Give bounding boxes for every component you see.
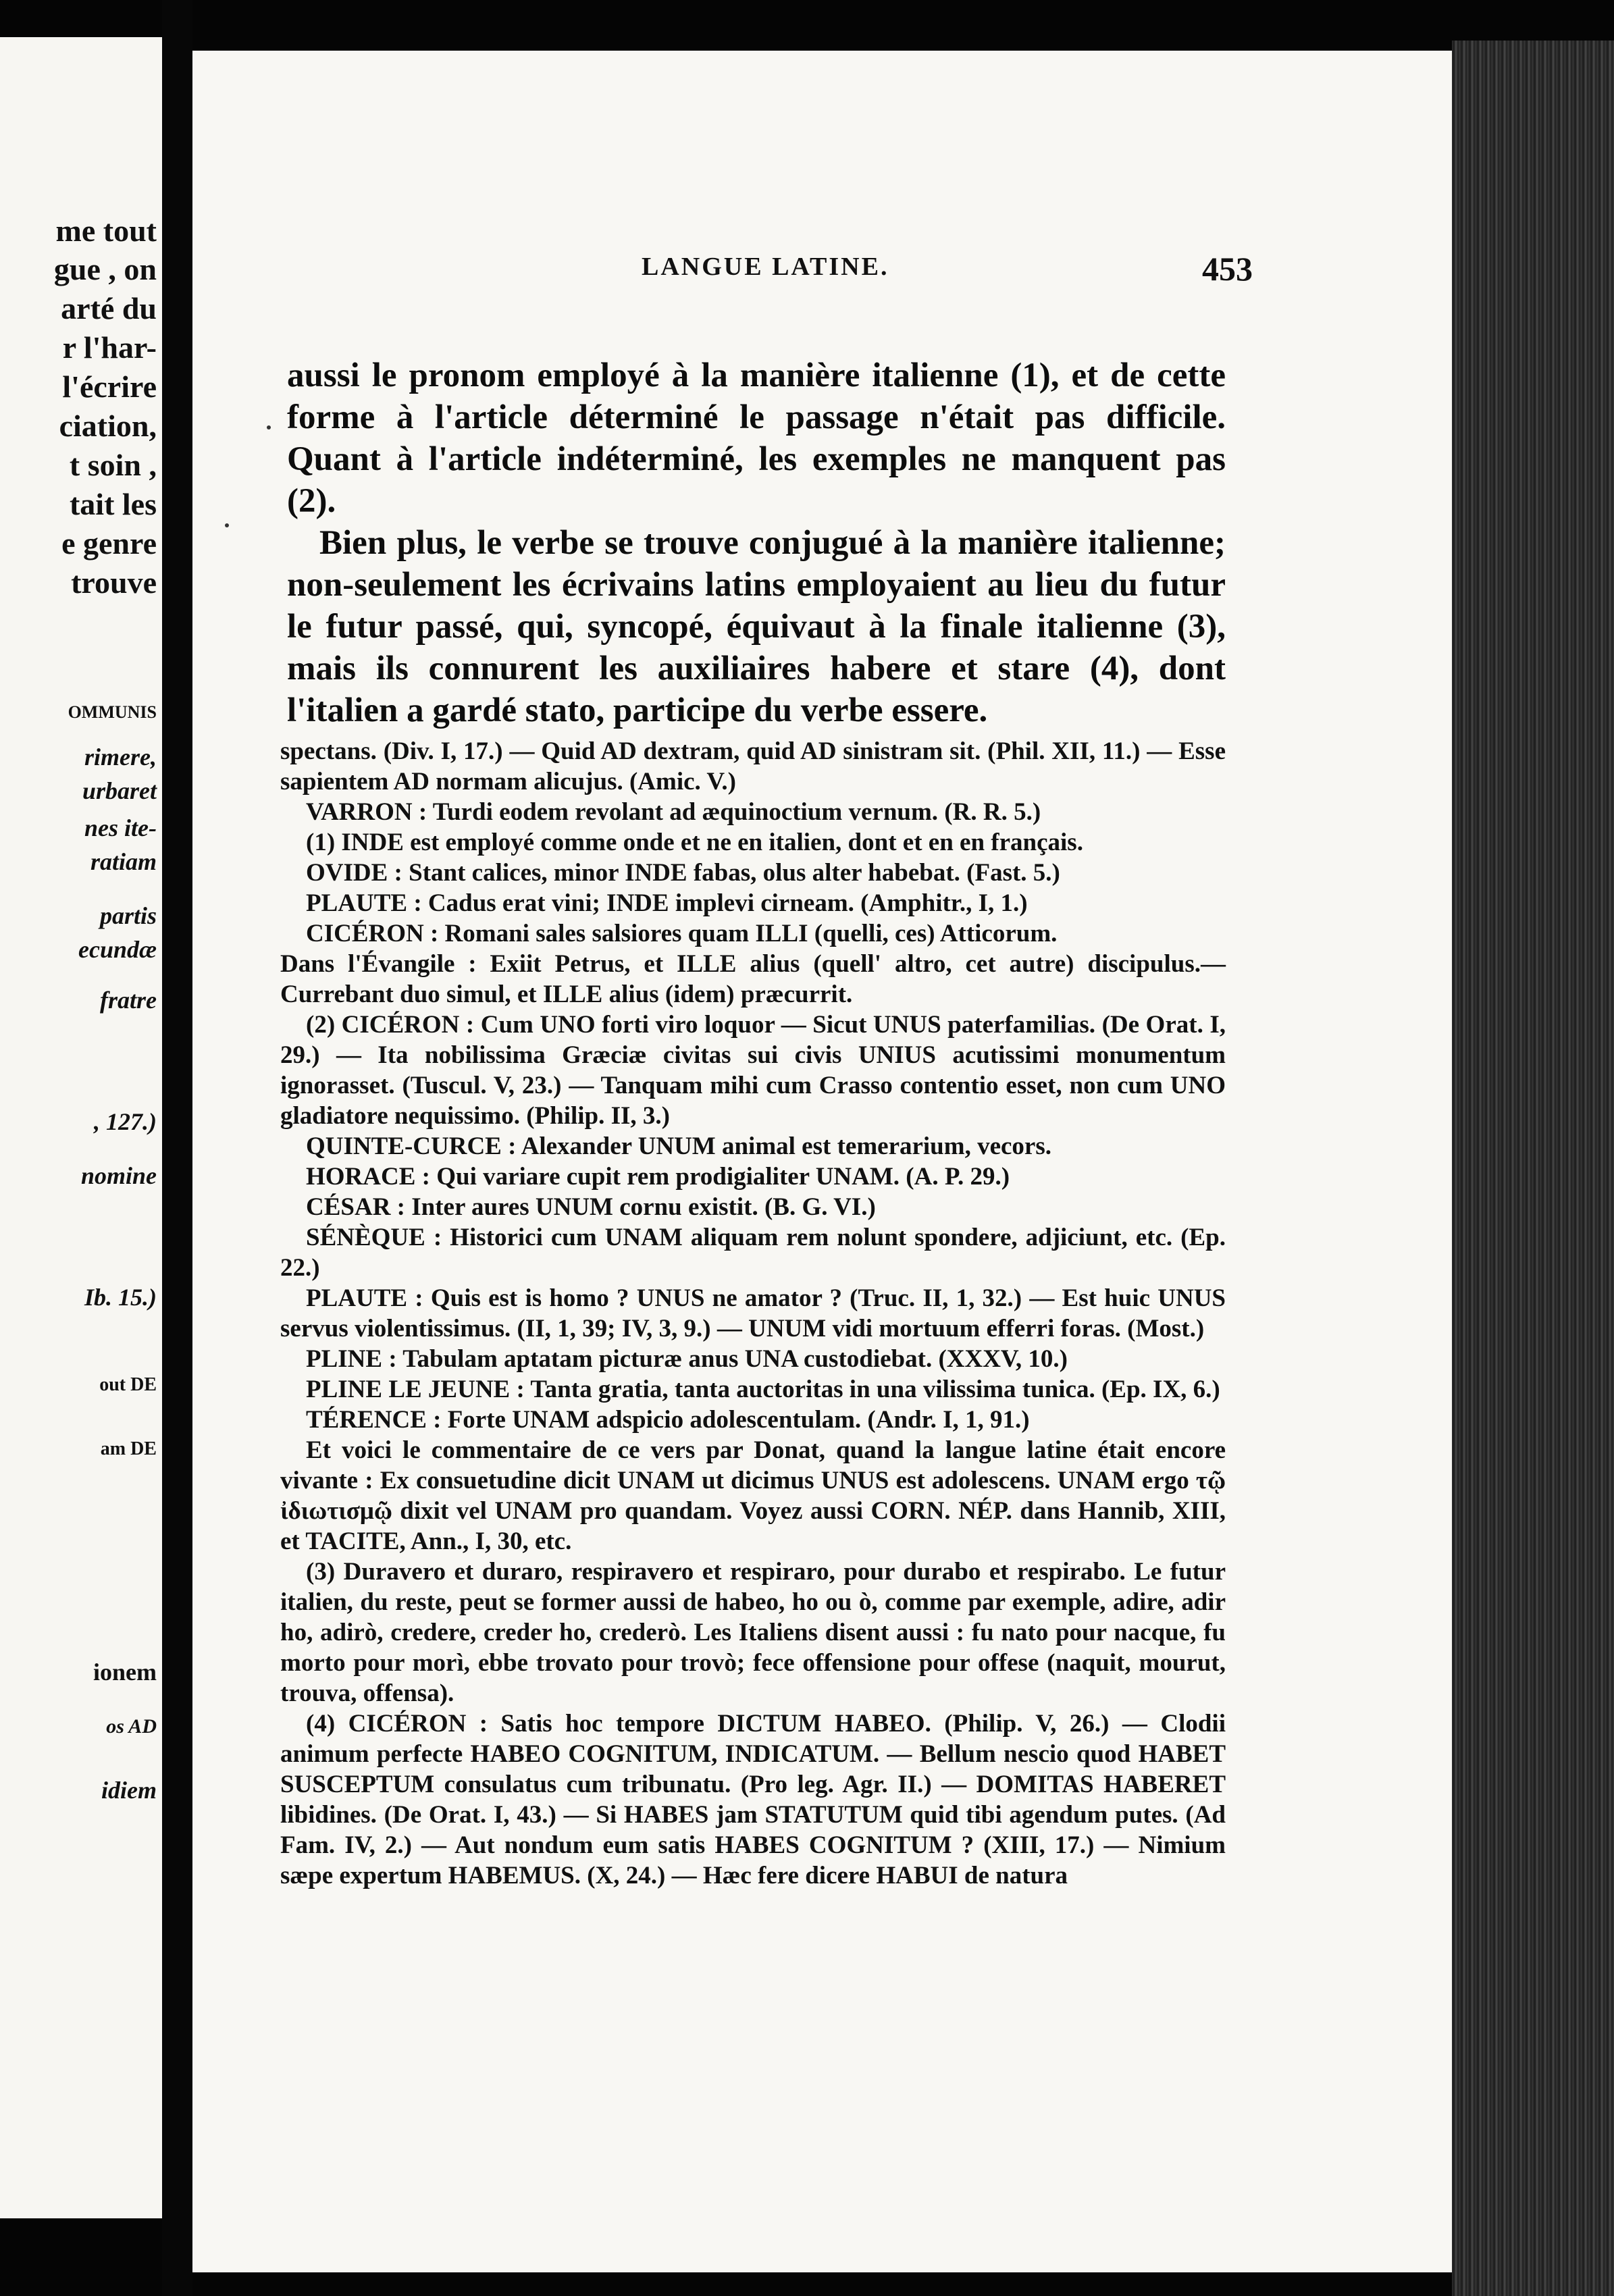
facing-page-line: partis: [99, 902, 157, 929]
facing-page-line: fratre: [100, 987, 157, 1014]
paragraph-2: Bien plus, le verbe se trouve conjugué à la manière italienne; non-seulement les écrivains latins employaient au lieu du futur le futur passé, qui, syncopé, équivaut à la finale italienne (3), mais ils connurent les auxiliaires habere et stare (4), dont l'italien a gardé stato, participe du verbe essere.: [287, 524, 1226, 729]
footnote-3: (3) Duravero et duraro, respiravero et respiraro, pour durabo et respirabo. Le futur italien, du reste, peut se former aussi de habeo, ho ou ò, comme par exemple, adire, adir ho, adirò, credere, creder ho, crederò. Les Italiens disent aussi : fu nato pour nacque, fu morto pour morì, ebbe trovato pour trovò; fece offensione pour offese (naquit, mourut, trouva, offensa).: [280, 1558, 1226, 1707]
footnote-line: PLAUTE : Quis est is homo ? UNUS ne amator ? (Truc. II, 1, 32.) — Est huic UNUS servus violentissimus. (II, 1, 39; IV, 3, 9.) — UNUM vidi mortuum efferri foras. (Most.): [280, 1284, 1226, 1342]
facing-page-line: urbaret: [82, 777, 157, 804]
facing-page-line: e genre: [61, 526, 157, 560]
footnote-line: CÉSAR : Inter aures UNUM cornu existit. (B. G. VI.): [306, 1193, 876, 1221]
footnote-line: OVIDE : Stant calices, minor INDE fabas, olus alter habebat. (Fast. 5.): [306, 859, 1060, 887]
facing-page-line: t soin ,: [69, 448, 157, 482]
facing-page-line: arté du: [61, 291, 157, 325]
running-title: LANGUE LATINE.: [642, 253, 889, 281]
facing-page-line: l'écrire: [62, 369, 157, 404]
footnote-line: PLINE : Tabulam aptatam picturæ anus UNA custodiebat. (XXXV, 10.): [306, 1345, 1068, 1373]
footnote-line: TÉRENCE : Forte UNAM adspicio adolescentulam. (Andr. I, 1, 91.): [306, 1406, 1030, 1434]
facing-page-line: , 127.): [94, 1108, 157, 1135]
footnote-line: Dans l'Évangile : Exiit Petrus, et ILLE alius (quell' altro, cet autre) discipulus.— Currebant duo simul, et ILLE alius (idem) præcurrit.: [280, 950, 1226, 1008]
main-text: [287, 355, 1226, 731]
facing-page-line: ionem: [93, 1659, 157, 1686]
footnote-line: VARRON : Turdi eodem revolant ad æquinoctium vernum. (R. R. 5.): [306, 798, 1041, 826]
facing-page-line: ciation,: [59, 409, 157, 443]
footnote-continuation: spectans. (Div. I, 17.) — Quid AD dextram, quid AD sinistram sit. (Phil. XII, 11.) — Esse sapientem AD normam alicujus. (Amic. V.): [280, 737, 1226, 795]
facing-page-line: os AD: [106, 1715, 157, 1738]
facing-page-line: rimere,: [84, 743, 157, 771]
running-header: [192, 252, 1455, 292]
footnote-line: HORACE : Qui variare cupit rem prodigialiter UNAM. (A. P. 29.): [306, 1163, 1010, 1191]
facing-page-line: idiem: [101, 1777, 157, 1804]
book-page: [192, 51, 1455, 2272]
page-number: 453: [1202, 250, 1253, 288]
footnote-commentary: Et voici le commentaire de ce vers par Donat, quand la langue latine était encore vivante : Ex consuetudine dicit UNAM ut dicimus UNUS est adolescens. UNAM ergo τῷ ἰδιωτισμῷ dixit vel UNAM pro quandam. Voyez aussi CORN. NÉP. dans Hannib, XIII, et TACITE, Ann., I, 30, etc.: [280, 1436, 1226, 1555]
facing-page-line: me tout: [55, 213, 157, 248]
footnote-1: (1) INDE est employé comme onde et ne en italien, dont et en en français.: [306, 829, 1083, 856]
footnote-4: (4) CICÉRON : Satis hoc tempore DICTUM HABEO. (Philip. V, 26.) — Clodii animum perfecte HABEO COGNITUM, INDICATUM. — Bellum nescio quod HABET SUSCEPTUM consulatus cum tribunatu. (Pro leg. Agr. II.) — DOMITAS HABERET libidines. (De Orat. I, 43.) — Si HABES jam STATUTUM quid tibi agendum putes. (Ad Fam. IV, 2.) — Aut nondum eum satis HABES COGNITUM ? (XIII, 17.) — Nimium sæpe expertum HABEMUS. (X, 24.) — Hæc fere dicere HABUI de natura: [280, 1710, 1226, 1889]
facing-page-line: ratiam: [90, 848, 157, 875]
footnote-2: (2) CICÉRON : Cum UNO forti viro loquor — Sicut UNUS paterfamilias. (De Orat. I, 29.) — Ita nobilissima Græciæ civitas sui civis UNIUS acutissimi monumentum ignorasset. (Tuscul. V, 23.) — Tanquam mihi cum Crasso contentio esset, non cum UNO gladiatore nequissimo. (Philip. II, 3.): [280, 1011, 1226, 1130]
facing-page-line: nes ite-: [84, 814, 157, 841]
book-gutter: [162, 0, 192, 2296]
facing-page-fragment: [0, 37, 162, 2218]
print-speck: [267, 425, 271, 429]
facing-page-line: ecundæ: [78, 936, 157, 963]
facing-page-line: trouve: [71, 565, 157, 600]
facing-page-line: gue , on: [53, 252, 157, 286]
facing-page-line: OMMUNIS: [68, 702, 157, 722]
footnote-line: PLINE LE JEUNE : Tanta gratia, tanta auctoritas in una vilissima tunica. (Ep. IX, 6.): [306, 1376, 1220, 1403]
footnote-line: SÉNÈQUE : Historici cum UNAM aliquam rem nolunt spondere, adjiciunt, etc. (Ep. 22.): [280, 1224, 1226, 1282]
facing-page-line: out DE: [99, 1374, 157, 1395]
facing-page-line: Ib. 15.): [84, 1284, 157, 1311]
paragraph-1: aussi le pronom employé à la manière italienne (1), et de cette forme à l'article déterminé le passage n'était pas difficile. Quant à l'article indéterminé, les exemples ne manquent pas (2).: [287, 357, 1226, 520]
footnote-line: CICÉRON : Romani sales salsiores quam ILLI (quelli, ces) Atticorum.: [306, 920, 1058, 947]
facing-page-line: am DE: [100, 1438, 157, 1459]
footnote-line: QUINTE-CURCE : Alexander UNUM animal est temerarium, vecors.: [306, 1132, 1052, 1160]
footnote-line: PLAUTE : Cadus erat vini; INDE implevi cirneam. (Amphitr., I, 1.): [306, 889, 1028, 917]
print-speck: [225, 523, 229, 527]
facing-page-line: nomine: [80, 1162, 157, 1189]
page-block-edge: [1452, 41, 1614, 2296]
facing-page-line: tait les: [69, 487, 157, 521]
facing-page-line: r l'har-: [62, 330, 157, 365]
footnotes: [280, 736, 1226, 1891]
